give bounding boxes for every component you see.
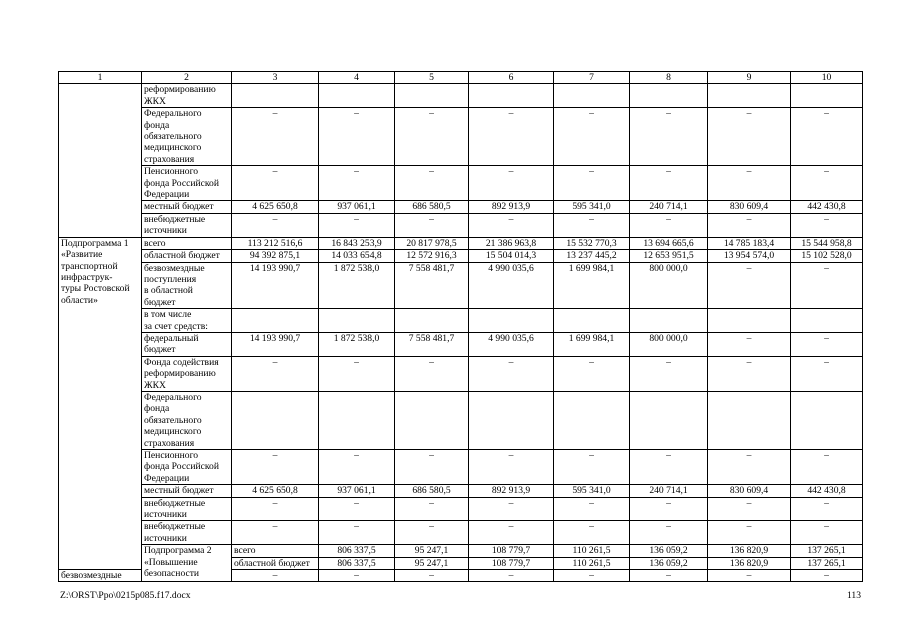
value-cell: 1 699 984,1	[554, 262, 630, 309]
column-header: 1	[59, 72, 142, 84]
column-header: 10	[791, 72, 863, 84]
value-cell: –	[791, 521, 863, 545]
value-cell: –	[232, 497, 319, 521]
value-cell	[791, 84, 863, 108]
value-cell: –	[232, 521, 319, 545]
value-cell: 94 392 875,1	[232, 250, 319, 262]
value-cell: –	[630, 213, 708, 237]
value-cell: –	[319, 108, 395, 166]
value-cell	[554, 84, 630, 108]
value-cell: 137 265,1	[791, 545, 863, 557]
value-cell: –	[395, 213, 469, 237]
value-cell: –	[554, 108, 630, 166]
value-cell: –	[708, 570, 791, 582]
program-cell: Подпрограмма 1 «Развитие транспортной инфраструк- туры Ростовской области»	[59, 237, 142, 569]
value-cell: –	[469, 166, 554, 201]
value-cell: 4 625 650,8	[232, 485, 319, 497]
value-cell: –	[395, 570, 469, 582]
value-cell	[232, 391, 319, 449]
table-row	[59, 450, 863, 485]
value-cell: 686 580,5	[395, 485, 469, 497]
value-cell: 20 817 978,5	[395, 237, 469, 249]
value-cell: –	[319, 497, 395, 521]
value-cell: –	[630, 570, 708, 582]
value-cell	[708, 391, 791, 449]
value-cell: 136 820,9	[708, 545, 791, 557]
value-cell: 110 261,5	[554, 557, 630, 569]
value-cell: 15 504 014,3	[469, 250, 554, 262]
value-cell: 21 386 963,8	[469, 237, 554, 249]
table-row	[59, 356, 863, 391]
value-cell: –	[630, 108, 708, 166]
value-cell: 95 247,1	[395, 545, 469, 557]
funding-source-cell: внебюджетные источники	[142, 497, 232, 521]
value-cell: –	[319, 213, 395, 237]
funding-source-cell: реформированию ЖКХ	[142, 84, 232, 108]
value-cell: 12 653 951,5	[630, 250, 708, 262]
value-cell: 800 000,0	[630, 332, 708, 356]
funding-source-cell: Федерального фонда обязательного медицинского страхования	[142, 108, 232, 166]
value-cell	[319, 309, 395, 333]
value-cell: –	[232, 570, 319, 582]
value-cell	[232, 84, 319, 108]
value-cell: 12 572 916,3	[395, 250, 469, 262]
value-cell: 442 430,8	[791, 201, 863, 213]
value-cell: –	[554, 497, 630, 521]
value-cell: –	[708, 262, 791, 309]
table-row	[59, 237, 863, 249]
value-cell: –	[554, 166, 630, 201]
value-cell	[708, 84, 791, 108]
value-cell: 7 558 481,7	[395, 262, 469, 309]
value-cell: –	[554, 450, 630, 485]
table-row	[59, 521, 863, 545]
funding-source-cell: местный бюджет	[142, 201, 232, 213]
budget-table-sheet	[58, 71, 862, 582]
value-cell: 95 247,1	[395, 557, 469, 569]
value-cell: 137 265,1	[791, 557, 863, 569]
value-cell: –	[469, 450, 554, 485]
value-cell	[469, 309, 554, 333]
table-row	[59, 201, 863, 213]
value-cell: –	[395, 166, 469, 201]
value-cell	[395, 391, 469, 449]
value-cell: –	[708, 108, 791, 166]
value-cell: –	[232, 450, 319, 485]
value-cell: 4 990 035,6	[469, 332, 554, 356]
column-header: 7	[554, 72, 630, 84]
funding-source-cell: Пенсионного фонда Российской Федерации	[142, 450, 232, 485]
value-cell: –	[319, 570, 395, 582]
value-cell: 14 785 183,4	[708, 237, 791, 249]
value-cell: –	[791, 570, 863, 582]
value-cell: –	[708, 521, 791, 545]
value-cell: 13 694 665,6	[630, 237, 708, 249]
value-cell: 7 558 481,7	[395, 332, 469, 356]
value-cell: –	[469, 570, 554, 582]
value-cell: –	[554, 356, 630, 391]
value-cell: 892 913,9	[469, 485, 554, 497]
value-cell: –	[791, 262, 863, 309]
value-cell: –	[708, 332, 791, 356]
funding-source-cell: в том числе за счет средств:	[142, 309, 232, 333]
value-cell: –	[469, 497, 554, 521]
value-cell: –	[395, 497, 469, 521]
funding-source-cell: безвозмездные поступления в областной бюджет	[142, 262, 232, 309]
value-cell: 16 843 253,9	[319, 237, 395, 249]
value-cell: –	[469, 521, 554, 545]
value-cell: 136 820,9	[708, 557, 791, 569]
value-cell: –	[708, 497, 791, 521]
value-cell: –	[232, 356, 319, 391]
column-header: 9	[708, 72, 791, 84]
value-cell: 830 609,4	[708, 485, 791, 497]
value-cell	[395, 309, 469, 333]
value-cell: –	[554, 521, 630, 545]
value-cell: 686 580,5	[395, 201, 469, 213]
value-cell	[319, 84, 395, 108]
value-cell: –	[630, 497, 708, 521]
value-cell	[791, 309, 863, 333]
value-cell: –	[232, 166, 319, 201]
value-cell: –	[319, 356, 395, 391]
value-cell: 595 341,0	[554, 201, 630, 213]
value-cell	[708, 309, 791, 333]
value-cell: 13 954 574,0	[708, 250, 791, 262]
value-cell: 108 779,7	[469, 545, 554, 557]
value-cell: –	[630, 356, 708, 391]
table-row	[59, 166, 863, 201]
value-cell: 1 872 538,0	[319, 262, 395, 309]
value-cell: –	[232, 213, 319, 237]
value-cell: 4 990 035,6	[469, 262, 554, 309]
header-row	[59, 72, 863, 84]
value-cell: –	[791, 332, 863, 356]
value-cell: 14 193 990,7	[232, 262, 319, 309]
value-cell: –	[630, 521, 708, 545]
value-cell: 830 609,4	[708, 201, 791, 213]
value-cell	[554, 391, 630, 449]
funding-source-cell: всего	[142, 237, 232, 249]
value-cell: 14 033 654,8	[319, 250, 395, 262]
value-cell	[395, 84, 469, 108]
value-cell: –	[469, 108, 554, 166]
value-cell: –	[791, 108, 863, 166]
value-cell: –	[791, 166, 863, 201]
funding-source-cell: Пенсионного фонда Российской Федерации	[142, 166, 232, 201]
value-cell: 240 714,1	[630, 485, 708, 497]
value-cell: 937 061,1	[319, 201, 395, 213]
value-cell: –	[319, 521, 395, 545]
footer-file-path: Z:\ORST\Ppo\0215p085.f17.docx	[60, 590, 191, 601]
funding-source-cell: внебюджетные источники	[142, 213, 232, 237]
table-row	[59, 497, 863, 521]
value-cell: –	[319, 166, 395, 201]
value-cell: –	[708, 356, 791, 391]
column-header: 5	[395, 72, 469, 84]
value-cell	[554, 309, 630, 333]
value-cell: –	[630, 450, 708, 485]
value-cell	[469, 391, 554, 449]
value-cell: 806 337,5	[319, 557, 395, 569]
funding-source-cell: безвозмездные	[59, 570, 142, 582]
value-cell: 136 059,2	[630, 557, 708, 569]
value-cell: 136 059,2	[630, 545, 708, 557]
value-cell	[630, 84, 708, 108]
value-cell: –	[232, 108, 319, 166]
table-row	[59, 213, 863, 237]
value-cell: –	[554, 570, 630, 582]
value-cell: 14 193 990,7	[232, 332, 319, 356]
column-header: 4	[319, 72, 395, 84]
value-cell: 15 544 958,8	[791, 237, 863, 249]
program-cell	[59, 84, 142, 237]
table-row	[59, 108, 863, 166]
value-cell: 108 779,7	[469, 557, 554, 569]
column-header: 8	[630, 72, 708, 84]
table-row	[59, 332, 863, 356]
table-row	[59, 391, 863, 449]
funding-source-cell: внебюджетные источники	[142, 521, 232, 545]
table-row	[59, 262, 863, 309]
value-cell	[630, 391, 708, 449]
program-cell: Подпрограмма 2 «Повышение безопасности	[142, 545, 232, 582]
value-cell: 1 699 984,1	[554, 332, 630, 356]
value-cell	[232, 309, 319, 333]
table-row	[59, 485, 863, 497]
value-cell: 937 061,1	[319, 485, 395, 497]
funding-source-cell: федеральный бюджет	[142, 332, 232, 356]
table-row	[59, 309, 863, 333]
column-header: 3	[232, 72, 319, 84]
value-cell: –	[708, 450, 791, 485]
value-cell: –	[469, 213, 554, 237]
table-row	[59, 250, 863, 262]
value-cell	[319, 391, 395, 449]
value-cell: 110 261,5	[554, 545, 630, 557]
value-cell: –	[791, 213, 863, 237]
funding-source-cell: Фонда содействия реформированию ЖКХ	[142, 356, 232, 391]
value-cell	[469, 84, 554, 108]
value-cell: 240 714,1	[630, 201, 708, 213]
value-cell: –	[469, 356, 554, 391]
funding-source-cell: местный бюджет	[142, 485, 232, 497]
funding-source-cell: всего	[232, 545, 319, 557]
funding-source-cell: областной бюджет	[232, 557, 319, 569]
value-cell: 113 212 516,6	[232, 237, 319, 249]
value-cell: 800 000,0	[630, 262, 708, 309]
value-cell: 806 337,5	[319, 545, 395, 557]
column-header: 6	[469, 72, 554, 84]
value-cell: –	[791, 356, 863, 391]
value-cell: –	[395, 450, 469, 485]
value-cell: 892 913,9	[469, 201, 554, 213]
budget-table	[58, 71, 863, 582]
value-cell: –	[708, 166, 791, 201]
value-cell: –	[395, 356, 469, 391]
value-cell: 442 430,8	[791, 485, 863, 497]
value-cell: 4 625 650,8	[232, 201, 319, 213]
value-cell: –	[554, 213, 630, 237]
value-cell: –	[395, 521, 469, 545]
value-cell: 595 341,0	[554, 485, 630, 497]
value-cell: –	[319, 450, 395, 485]
value-cell: 15 102 528,0	[791, 250, 863, 262]
value-cell	[630, 309, 708, 333]
funding-source-cell: областной бюджет	[142, 250, 232, 262]
value-cell: 15 532 770,3	[554, 237, 630, 249]
value-cell: 1 872 538,0	[319, 332, 395, 356]
value-cell: –	[791, 497, 863, 521]
footer-page-number: 113	[846, 590, 861, 601]
value-cell: –	[708, 213, 791, 237]
value-cell	[791, 391, 863, 449]
table-row	[59, 84, 863, 108]
value-cell: –	[395, 108, 469, 166]
table-row	[59, 545, 863, 557]
value-cell: –	[791, 450, 863, 485]
funding-source-cell: Федерального фонда обязательного медицинского страхования	[142, 391, 232, 449]
value-cell: –	[630, 166, 708, 201]
column-header: 2	[142, 72, 232, 84]
value-cell: 13 237 445,2	[554, 250, 630, 262]
